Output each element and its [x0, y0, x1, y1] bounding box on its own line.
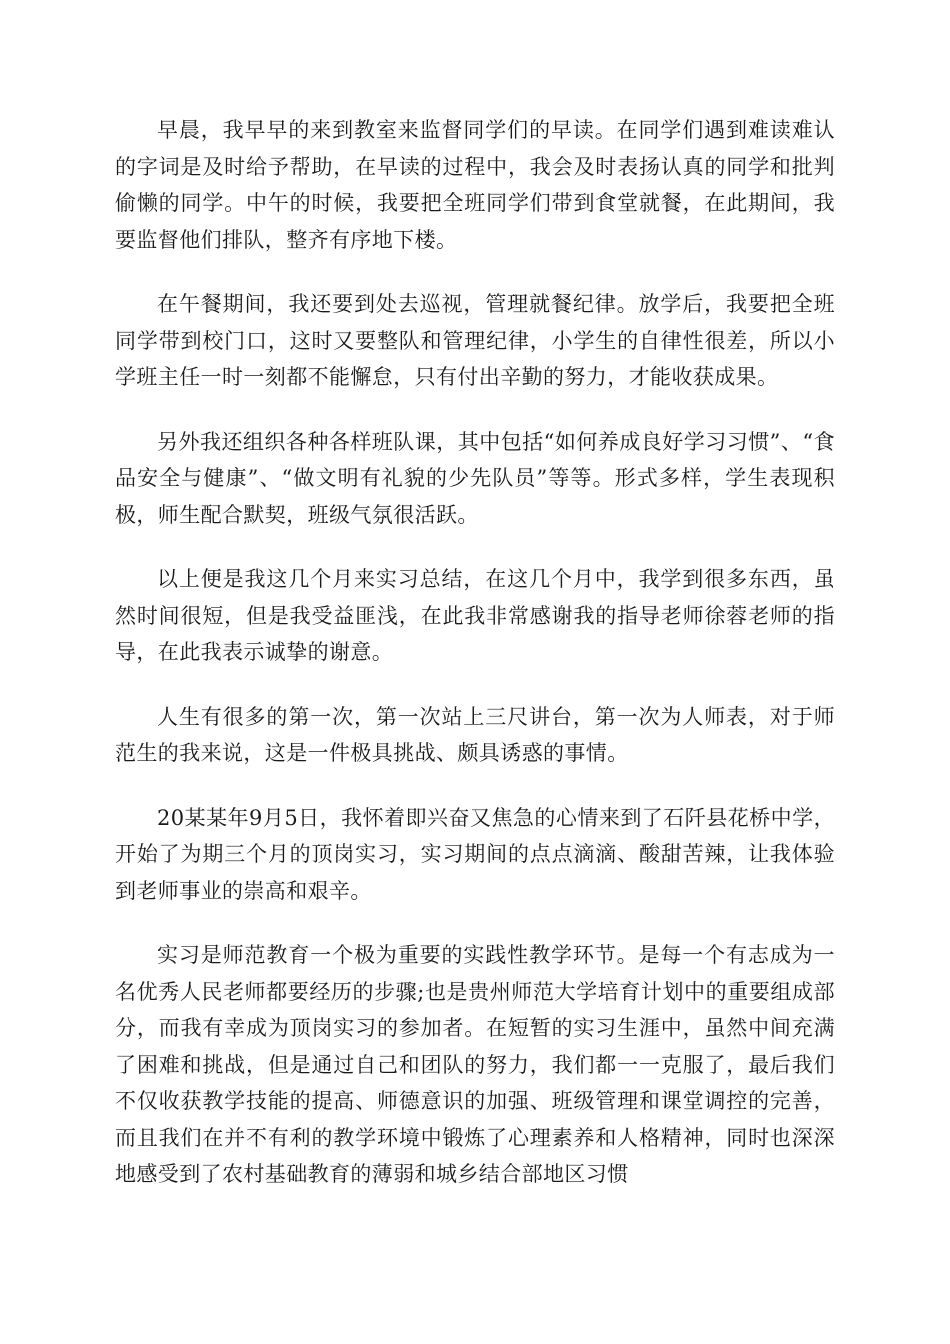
paragraph-3: 另外我还组织各种各样班队课，其中包括“如何养成良好学习习惯”、“食品安全与健康”、“做文明有礼貌的少先队员”等等。形式多样，学生表现积极，师生配合默契，班级气氛很活跃。 [115, 429, 835, 527]
paragraph-1: 早晨，我早早的来到教室来监督同学们的早读。在同学们遇到难读难认的字词是及时给予帮助，在早读的过程中，我会及时表扬认真的同学和批判偷懒的同学。中午的时候，我要把全班同学们带到食堂就餐，在此期间，我要监督他们排队，整齐有序地下楼。 [115, 118, 835, 252]
document-body [115, 112, 835, 1221]
paragraph-6: 20某某年9月5日，我怀着即兴奋又焦急的心情来到了石阡县花桥中学，开始了为期三个月的顶岗实习，实习期间的点点滴滴、酸甜苦辣，让我体验到老师事业的崇高和艰辛。 [115, 805, 835, 903]
paragraph-2: 在午餐期间，我还要到处去巡视，管理就餐纪律。放学后，我要把全班同学带到校门口，这时又要整队和管理纪律，小学生的自律性很差，所以小学班主任一时一刻都不能懈怠，只有付出辛勤的努力，才能收获成果。 [115, 292, 835, 389]
paragraph-5: 人生有很多的第一次，第一次站上三尺讲台，第一次为人师表，对于师范生的我来说，这是一件极具挑战、颇具诱惑的事情。 [115, 704, 835, 765]
paragraph-7: 实习是师范教育一个极为重要的实践性教学环节。是每一个有志成为一名优秀人民老师都要经历的步骤;也是贵州师范大学培育计划中的重要组成部分，而我有幸成为顶岗实习的参加者。在短暂的实习生涯中，虽然中间充满了困难和挑战，但是通过自己和团队的努力，我们都一一克服了，最后我们不仅收获教学技能的提高、师德意识的加强、班级管理和课堂调控的完善，而且我们在并不有利的教学环境中锻炼了心理素养和人格精神，同时也深深地感受到了农村基础教育的薄弱和城乡结合部地区习惯 [115, 943, 835, 1186]
paragraph-4: 以上便是我这几个月来实习总结，在这几个月中，我学到很多东西，虽然时间很短，但是我受益匪浅，在此我非常感谢我的指导老师徐蓉老师的指导，在此我表示诚挚的谢意。 [115, 567, 835, 664]
